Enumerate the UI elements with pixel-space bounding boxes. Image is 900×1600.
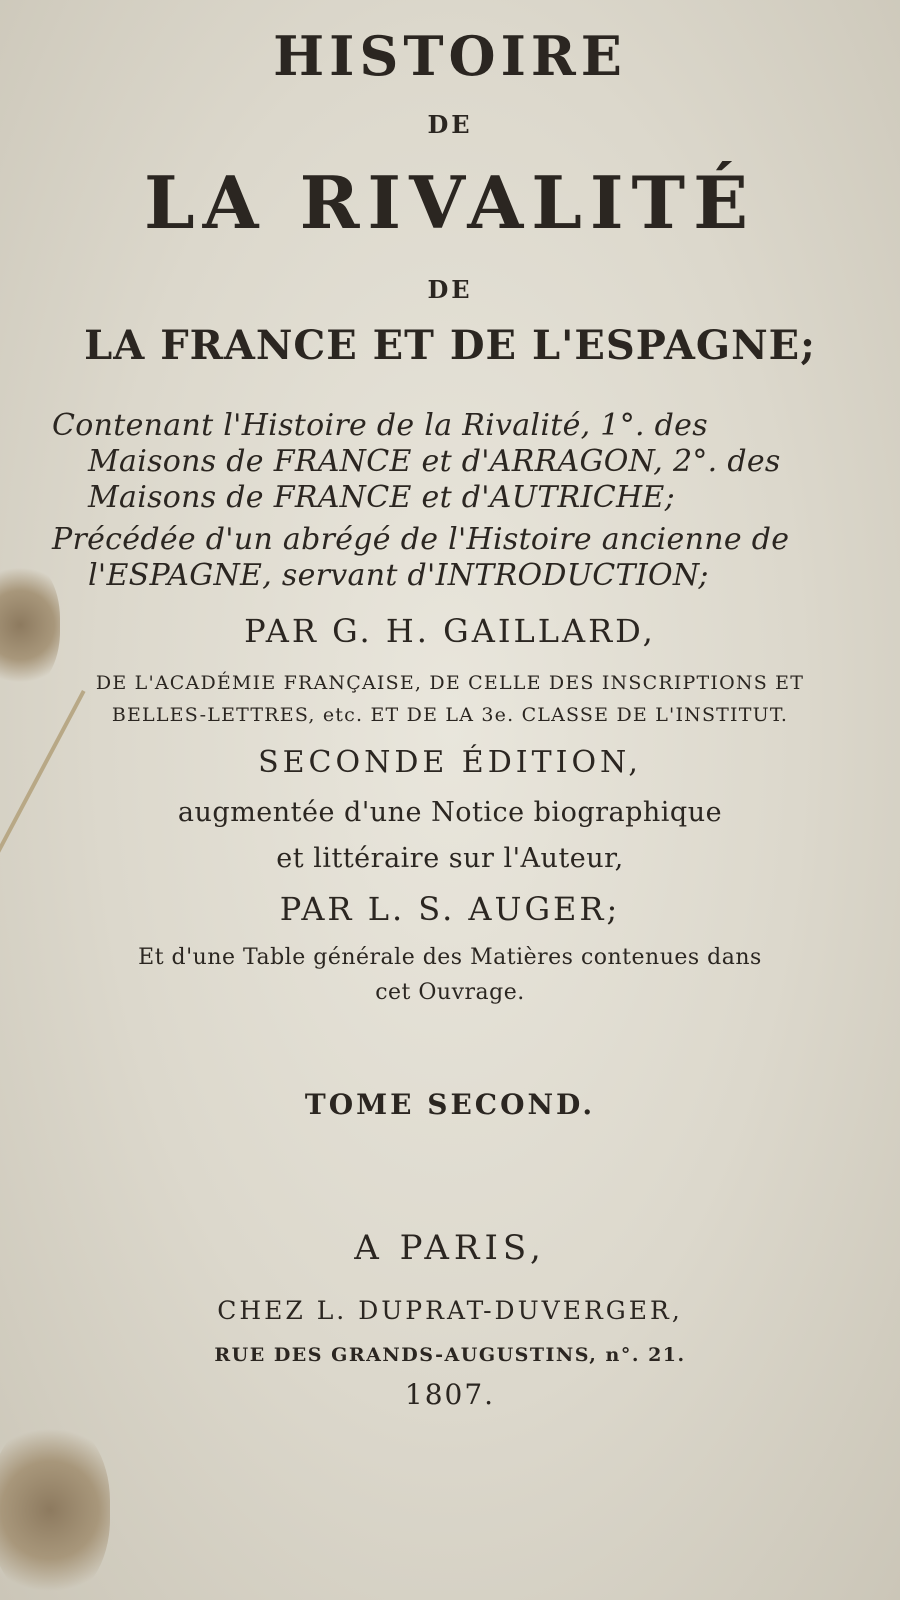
description-line: l'ESPAGNE, servant d'INTRODUCTION;	[88, 558, 709, 593]
author-name: PAR G. H. GAILLARD,	[244, 612, 656, 650]
imprint-city: A PARIS,	[354, 1228, 546, 1268]
imprint-year: 1807.	[404, 1378, 496, 1411]
title-de-1: DE	[427, 110, 473, 139]
title-line-1: HISTOIRE	[273, 24, 627, 88]
author-affiliation: DE L'ACADÉMIE FRANÇAISE, DE CELLE DES INSCRIPTIONS ET	[95, 672, 805, 694]
volume-label: TOME SECOND.	[304, 1088, 596, 1121]
description-line: Contenant l'Histoire de la Rivalité, 1°. des	[52, 408, 708, 443]
imprint-address: RUE DES GRANDS-AUGUSTINS, n°. 21.	[214, 1344, 686, 1366]
description-line: Maisons de FRANCE et d'AUTRICHE;	[88, 480, 676, 515]
description-line: Précédée d'un abrégé de l'Histoire ancienne de	[52, 522, 790, 557]
description-line: Maisons de FRANCE et d'ARRAGON, 2°. des	[88, 444, 781, 479]
edition-table-note: cet Ouvrage.	[375, 980, 525, 1005]
author-affiliation: BELLES-LETTRES, etc. ET DE LA 3e. CLASSE DE L'INSTITUT.	[111, 704, 789, 726]
editor-name: PAR L. S. AUGER;	[279, 890, 621, 928]
edition-label: SECONDE ÉDITION,	[258, 745, 642, 780]
edition-notice: augmentée d'une Notice biographique	[177, 797, 723, 828]
edition-notice: et littéraire sur l'Auteur,	[276, 843, 624, 874]
edition-table-note: Et d'une Table générale des Matières contenues dans	[138, 945, 762, 970]
title-line-2: LA RIVALITÉ	[144, 160, 756, 245]
title-line-3: LA FRANCE ET DE L'ESPAGNE;	[84, 322, 816, 369]
title-de-2: DE	[427, 275, 473, 304]
imprint-publisher: CHEZ L. DUPRAT-DUVERGER,	[217, 1296, 683, 1325]
paper-damage	[0, 1420, 110, 1600]
